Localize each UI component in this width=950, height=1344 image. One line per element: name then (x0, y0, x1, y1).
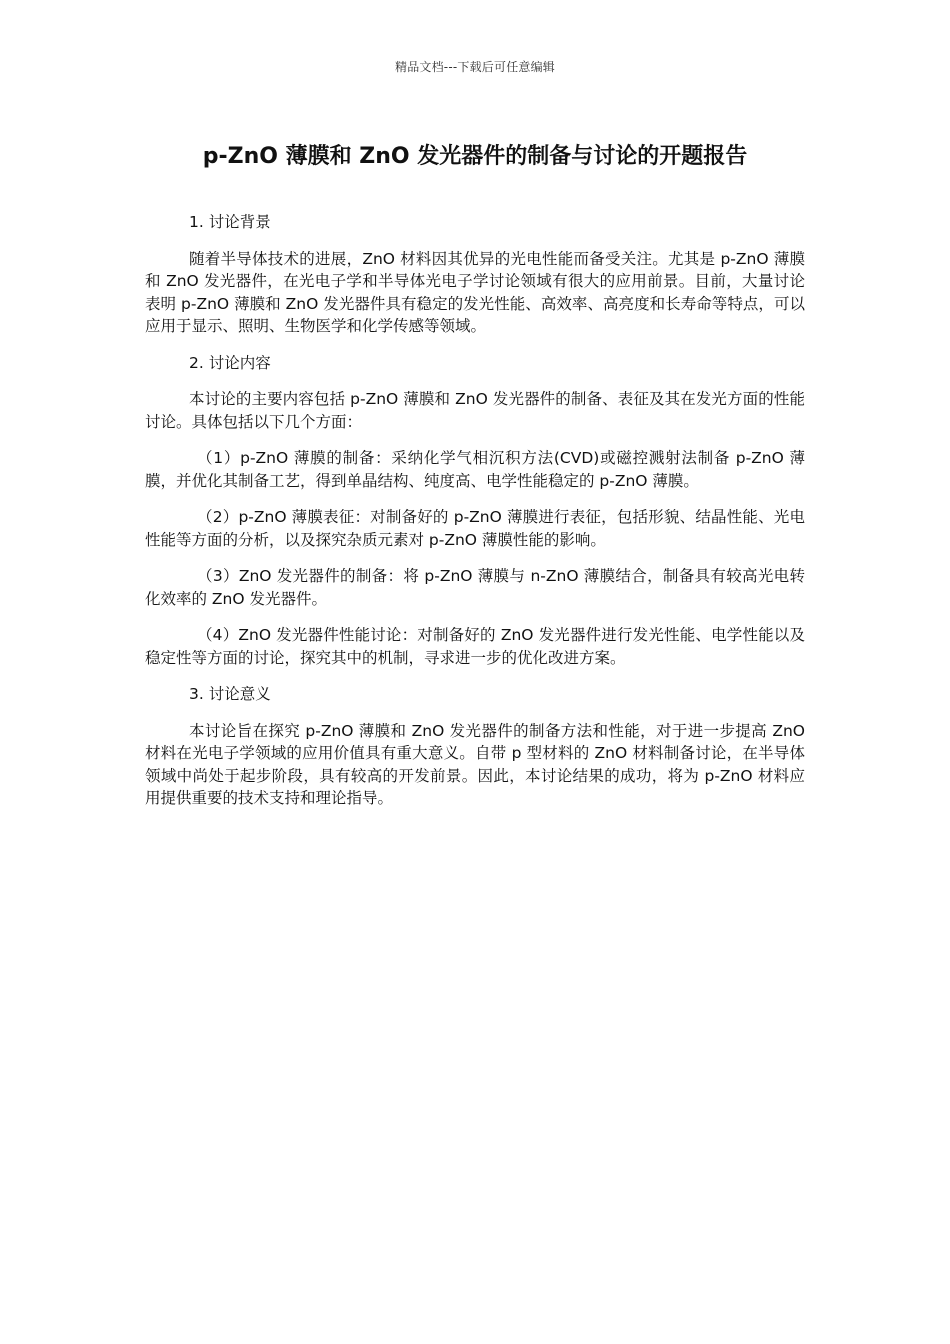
section-heading-background: 1. 讨论背景 (189, 213, 271, 231)
content-item-3: （3）ZnO 发光器件的制备：将 p-ZnO 薄膜与 n-ZnO 薄膜结合，制备具有较高光电转化效率的 ZnO 发光器件。 (145, 567, 805, 608)
background-paragraph: 随着半导体技术的进展，ZnO 材料因其优异的光电性能而备受关注。尤其是 p-ZnO 薄膜和 ZnO 发光器件，在光电子学和半导体光电子学讨论领域有很大的应用前景。目前，大量讨论表明 p-ZnO 薄膜和 ZnO 发光器件具有稳定的发光性能、高效率、高亮度和长寿命等特点，可以应用于显示、照明、生物医学和化学传感等领域。 (145, 249, 805, 335)
content-item-4: （4）ZnO 发光器件性能讨论：对制备好的 ZnO 发光器件进行发光性能、电学性能以及稳定性等方面的讨论，探究其中的机制，寻求进一步的优化改进方案。 (145, 626, 805, 667)
content-item-2: （2）p-ZnO 薄膜表征：对制备好的 p-ZnO 薄膜进行表征，包括形貌、结晶性能、光电性能等方面的分析，以及探究杂质元素对 p-ZnO 薄膜性能的影响。 (145, 508, 805, 549)
section-heading-significance: 3. 讨论意义 (189, 685, 271, 703)
header-note: 精品文档---下载后可任意编辑 (395, 60, 555, 74)
content-intro-paragraph: 本讨论的主要内容包括 p-ZnO 薄膜和 ZnO 发光器件的制备、表征及其在发光方面的性能讨论。具体包括以下几个方面： (145, 390, 805, 431)
content-item-1: （1）p-ZnO 薄膜的制备：采纳化学气相沉积方法(CVD)或磁控溅射法制备 p-ZnO 薄膜，并优化其制备工艺，得到单晶结构、纯度高、电学性能稳定的 p-ZnO 薄膜。 (145, 449, 805, 490)
section-heading-content: 2. 讨论内容 (189, 353, 271, 372)
document-body (145, 211, 805, 824)
document-title: p-ZnO 薄膜和 ZnO 发光器件的制备与讨论的开题报告 (202, 144, 748, 169)
significance-paragraph: 本讨论旨在探究 p-ZnO 薄膜和 ZnO 发光器件的制备方法和性能，对于进一步提高 ZnO 材料在光电子学领域的应用价值具有重大意义。自带 p 型材料的 ZnO 材料制备讨论，在半导体领域中尚处于起步阶段，具有较高的开发前景。因此，本讨论结果的成功，将为 p-ZnO 材料应用提供重要的技术支持和理论指导。 (145, 721, 805, 807)
